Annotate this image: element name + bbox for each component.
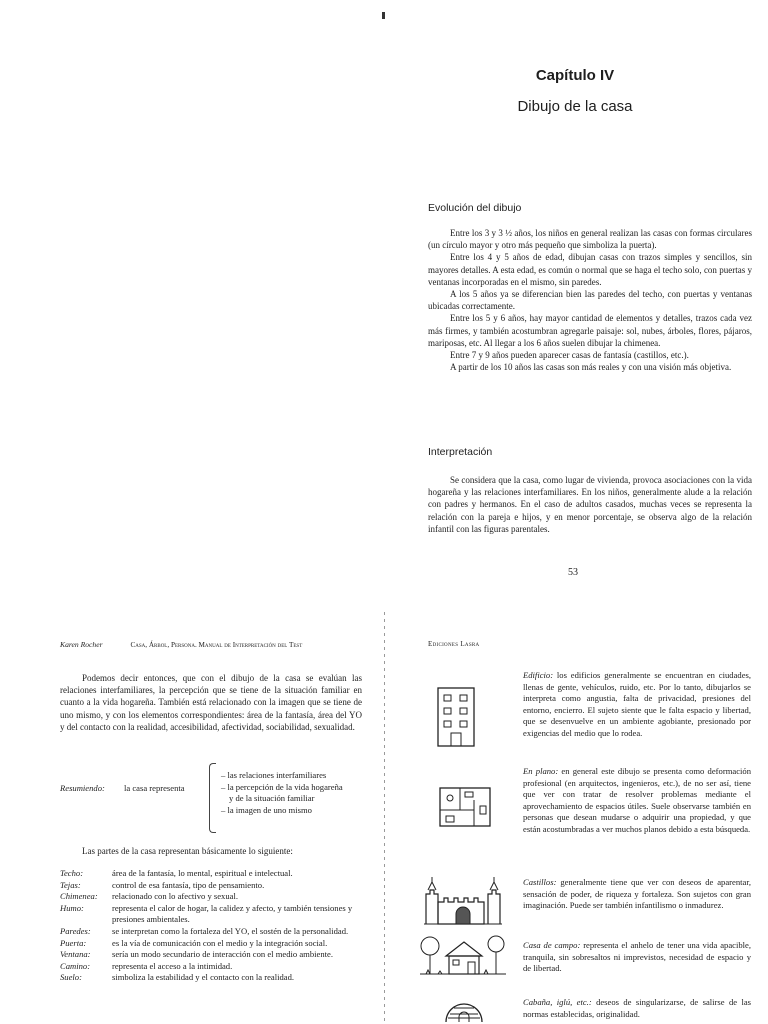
- example-label: Casa de campo:: [523, 940, 581, 950]
- building-drawing-icon: [434, 686, 480, 748]
- list-item: [60, 880, 362, 892]
- part-meaning: relacionado con lo afectivo y sexual.: [112, 891, 238, 902]
- list-item: [60, 938, 362, 950]
- list-item: [60, 961, 362, 973]
- chapter-title: Dibujo de la casa: [517, 98, 633, 115]
- paragraph: Entre los 4 y 5 años de edad, dibujan casas con trazos simples y sencillos, sin mayores detalles. A esta edad, es común o normal que se haga el techo solo, con puertas y ventanas incorporadas en el mismo, sin paredes.: [428, 252, 752, 287]
- part-meaning: sería un modo secundario de interacción con el medio ambiente.: [112, 949, 333, 960]
- summary-item: – las relaciones interfamiliares: [221, 770, 327, 780]
- parts-intro: Las partes de la casa representan básicamente lo siguiente:: [82, 846, 293, 856]
- part-term: Puerta:: [60, 937, 87, 948]
- part-meaning: se interpretan como la fortaleza del YO, el sostén de la personalidad.: [112, 925, 349, 936]
- example-label: Cabaña, iglú, etc.:: [523, 997, 592, 1007]
- scan-mark: [382, 12, 385, 19]
- paragraph: Se considera que la casa, como lugar de vivienda, provoca asociaciones con la vida hogareña y las relaciones interfamiliares. En los niños, generalmente alude a la relación con padres y hermanos. En el caso de adultos casados, muchas veces se representa la relación con la pareja e hijos, y en menor porcentaje, se observa algo de la relación infantil con las figuras parentales.: [428, 475, 752, 534]
- part-term: Paredes:: [60, 925, 91, 936]
- example-body: en general este dibujo se presenta como deformación profesional (en arquitectos, ingenieros, etc.), de no ser así, tiene que ver con tratar de resolver problemas mediante el aprovechamiento de espacios útiles. Suele observarse también en personas que desean mudarse o adquirir una propiedad, y que están acostumbradas a ver muchos planos debido a esta búsqueda.: [523, 766, 751, 834]
- part-meaning: representa el acceso a la intimidad.: [112, 960, 233, 971]
- parts-list: [60, 868, 362, 984]
- example-label: Edificio:: [523, 670, 554, 680]
- summary-subject: la casa representa: [124, 783, 185, 793]
- list-item: [60, 972, 362, 984]
- paragraph: Podemos decir entonces, que con el dibujo de la casa se evalúan las relaciones interfamiliares, la percepción que se tiene de la situación familiar en cuanto a la vida hogareña. También está relacionado con la imagen que se tiene de uno mismo, y con los elementos correspondientes: área de la fantasía, área del YO y del contacto con la realidad, accesibilidad, afectividad, sociabilidad, sexualidad.: [60, 673, 362, 732]
- list-item: [60, 949, 362, 961]
- list-item: [60, 903, 362, 926]
- example-text: [523, 670, 751, 740]
- header-book-title: Casa, Árbol, Persona. Manual de Interpretación del Test: [130, 641, 303, 649]
- left-page: [0, 600, 384, 1024]
- part-meaning: representa el calor de hogar, la calidez y afecto, y también tensiones y presiones ambientales.: [112, 902, 353, 925]
- header-author: Karen Rocher: [60, 640, 103, 649]
- example-label: En plano:: [523, 766, 559, 776]
- page-number: 53: [568, 567, 578, 578]
- part-term: Chimenea:: [60, 891, 98, 902]
- igloo-drawing-icon: [444, 992, 484, 1022]
- floor-plan-drawing-icon: [438, 786, 492, 828]
- part-term: Ventana:: [60, 949, 91, 960]
- intro-paragraph: [60, 672, 362, 733]
- example-text: [523, 877, 751, 912]
- example-body: deseos de singularizarse, de salirse de las normas establecidas, originalidad.: [523, 997, 751, 1019]
- country-house-drawing-icon: [418, 930, 508, 980]
- part-term: Camino:: [60, 960, 91, 971]
- example-label: Castillos:: [523, 877, 557, 887]
- example-body: representa el anhelo de tener una vida apacible, tranquila, sin sobresaltos ni imprevistos, necesidad de espacio y de libertad.: [523, 940, 751, 974]
- running-header: [60, 640, 370, 649]
- paragraph: A partir de los 10 años las casas son más reales y con una visión más objetiva.: [450, 362, 732, 373]
- list-item: [60, 868, 362, 880]
- example-body: generalmente tiene que ver con deseos de aparentar, sensación de poder, de riqueza y fortaleza. Son sujetos con gran imaginación. Puede ser también infantilismo o inmadurez.: [523, 877, 751, 911]
- example-text: [523, 997, 751, 1020]
- summary-item: – la imagen de uno mismo: [221, 804, 312, 815]
- paragraph: Entre los 3 y 3 ½ años, los niños en general realizan las casas con formas circulares (un círculo mayor y otro más pequeño que simboliza la puerta).: [428, 228, 752, 251]
- publisher-header: Ediciones Lasra: [428, 640, 480, 648]
- evolucion-text: [428, 227, 752, 373]
- part-meaning: es la vía de comunicación con el medio y la integración social.: [112, 937, 328, 948]
- summary-label: Resumiendo:: [60, 783, 105, 793]
- example-text: [523, 766, 751, 836]
- castle-drawing-icon: [422, 876, 504, 926]
- part-term: Tejas:: [60, 879, 81, 890]
- part-term: Suelo:: [60, 972, 82, 983]
- summary-item: y de la situación familiar: [229, 793, 315, 804]
- list-item: [60, 926, 362, 938]
- part-meaning: área de la fantasía, lo mental, espiritual e intelectual.: [112, 868, 293, 878]
- paragraph: A los 5 años ya se diferencian bien las paredes del techo, con puertas y ventanas ubicadas correctamente.: [428, 289, 752, 312]
- list-item: [60, 891, 362, 903]
- part-term: Techo:: [60, 868, 84, 878]
- paragraph: Entre 7 y 9 años pueden aparecer casas de fantasía (castillos, etc.).: [450, 350, 689, 361]
- summary-list: [221, 770, 371, 816]
- part-meaning: control de esa fantasía, tipo de pensamiento.: [112, 879, 265, 890]
- summary-item: – la percepción de la vida hogareña: [221, 781, 343, 792]
- paragraph: Entre los 5 y 6 años, hay mayor cantidad de elementos y detalles, trazos cada vez más firmes, y también acostumbran agregarle paisaje: sol, nubes, árboles, flores, pájaros, mariposas, etc. Al llegar a los 6 años suelen dibujar la chimenea.: [428, 313, 752, 348]
- part-meaning: simboliza la estabilidad y el contacto con la realidad.: [112, 972, 295, 983]
- example-body: los edificios generalmente se encuentran en ciudades, llenas de gente, vehículos, ruido, etc. Por lo tanto, dibujarlos se interpreta como angustia, falta de privacidad, presiones del entorno, encierro. El sujeto siente que le falta espacio y libertad, que se desenvuelve en un ambiente agobiante, presionado por exigencias del medio que lo rodea.: [523, 670, 751, 738]
- section-heading-interpretacion: Interpretación: [428, 446, 493, 458]
- interpretacion-text: [428, 474, 752, 535]
- right-page: [384, 600, 768, 1024]
- part-term: Humo:: [60, 902, 84, 913]
- chapter-label: Capítulo IV: [535, 67, 615, 84]
- example-text: [523, 940, 751, 975]
- summary-bracket: [209, 763, 216, 833]
- section-heading-evolucion: Evolución del dibujo: [428, 202, 522, 214]
